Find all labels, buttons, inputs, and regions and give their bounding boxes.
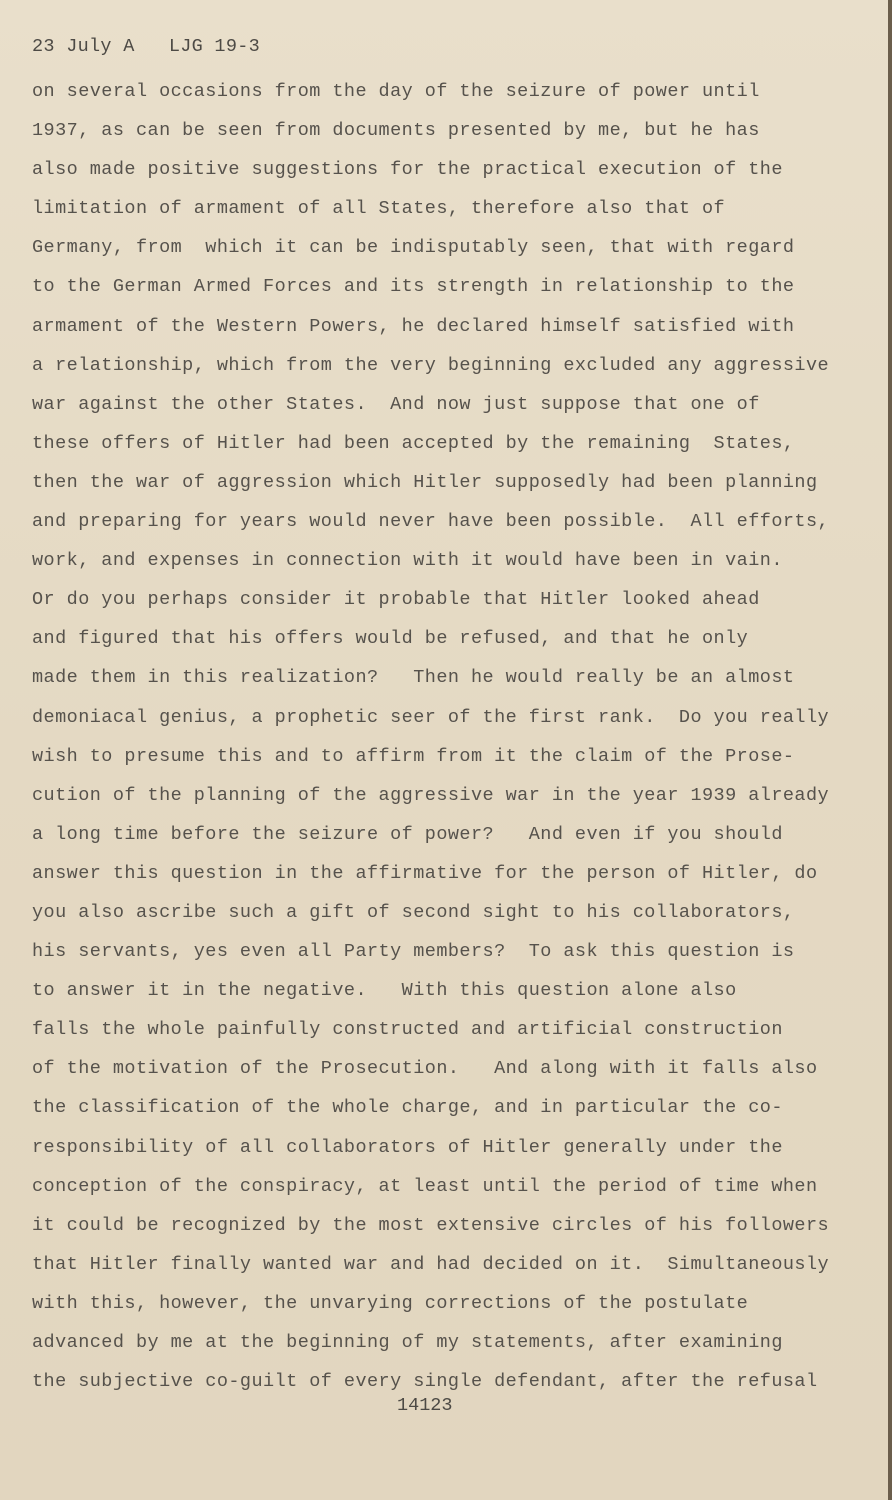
page-edge — [888, 0, 892, 1500]
text-line: his servants, yes even all Party members? To ask this question is — [32, 941, 795, 963]
text-line: to the German Armed Forces and its strength in relationship to the — [32, 276, 795, 298]
text-line: with this, however, the unvarying corrections of the postulate — [32, 1292, 749, 1314]
text-line: and preparing for years would never have been possible. All efforts, — [32, 511, 830, 533]
text-line: these offers of Hitler had been accepted by the remaining States, — [32, 432, 795, 454]
text-line: a long time before the seizure of power? And even if you should — [32, 823, 783, 845]
text-line: conception of the conspiracy, at least until the period of time when — [32, 1175, 818, 1197]
text-line: you also ascribe such a gift of second sight to his collaborators, — [32, 901, 795, 923]
text-line: wish to presume this and to affirm from it the claim of the Prose- — [32, 745, 795, 767]
text-line: then the war of aggression which Hitler supposedly had been planning — [32, 471, 818, 493]
text-line: Or do you perhaps consider it probable that Hitler looked ahead — [32, 589, 760, 611]
text-line: armament of the Western Powers, he declared himself satisfied with — [32, 315, 795, 337]
text-line: advanced by me at the beginning of my statements, after examining — [32, 1332, 783, 1353]
text-line: answer this question in the affirmative for the person of Hitler, do — [32, 862, 818, 884]
text-line: a relationship, which from the very beginning excluded any aggressive — [32, 354, 830, 376]
text-line: that Hitler finally wanted war and had decided on it. Simultaneously — [32, 1253, 830, 1275]
text-line: demoniacal genius, a prophetic seer of the first rank. Do you really — [32, 706, 830, 728]
text-line: the subjective co-guilt of every single defendant, after the refusal — [32, 1371, 818, 1393]
text-line: limitation of armament of all States, therefore also that of — [32, 198, 726, 220]
text-line: also made positive suggestions for the practical execution of the — [32, 159, 783, 181]
text-line: made them in this realization? Then he would really be an almost — [32, 667, 795, 689]
text-line: falls the whole painfully constructed and artificial construction — [32, 1019, 783, 1041]
document-header: 23 July A LJG 19-3 — [32, 36, 261, 57]
text-line: cution of the planning of the aggressive war in the year 1939 already — [32, 784, 830, 806]
text-line: responsibility of all collaborators of Hitler generally under the — [32, 1136, 783, 1158]
text-line: Germany, from which it can be indisputably seen, that with regard — [32, 237, 795, 259]
text-line: work, and expenses in connection with it would have been in vain. — [32, 550, 783, 572]
text-line: war against the other States. And now just suppose that one of — [32, 393, 760, 415]
text-line: the classification of the whole charge, and in particular the co- — [32, 1097, 783, 1119]
text-line: and figured that his offers would be refused, and that he only — [32, 628, 749, 650]
text-line: it could be recognized by the most extensive circles of his followers — [32, 1214, 830, 1236]
text-line: 1937, as can be seen from documents presented by me, but he has — [32, 120, 760, 142]
text-line: of the motivation of the Prosecution. And along with it falls also — [32, 1058, 818, 1080]
text-line: to answer it in the negative. With this question alone also — [32, 980, 737, 1002]
text-line: on several occasions from the day of the seizure of power until — [32, 81, 760, 102]
page-number: 14123 — [397, 1395, 453, 1416]
document-body — [32, 72, 842, 1401]
